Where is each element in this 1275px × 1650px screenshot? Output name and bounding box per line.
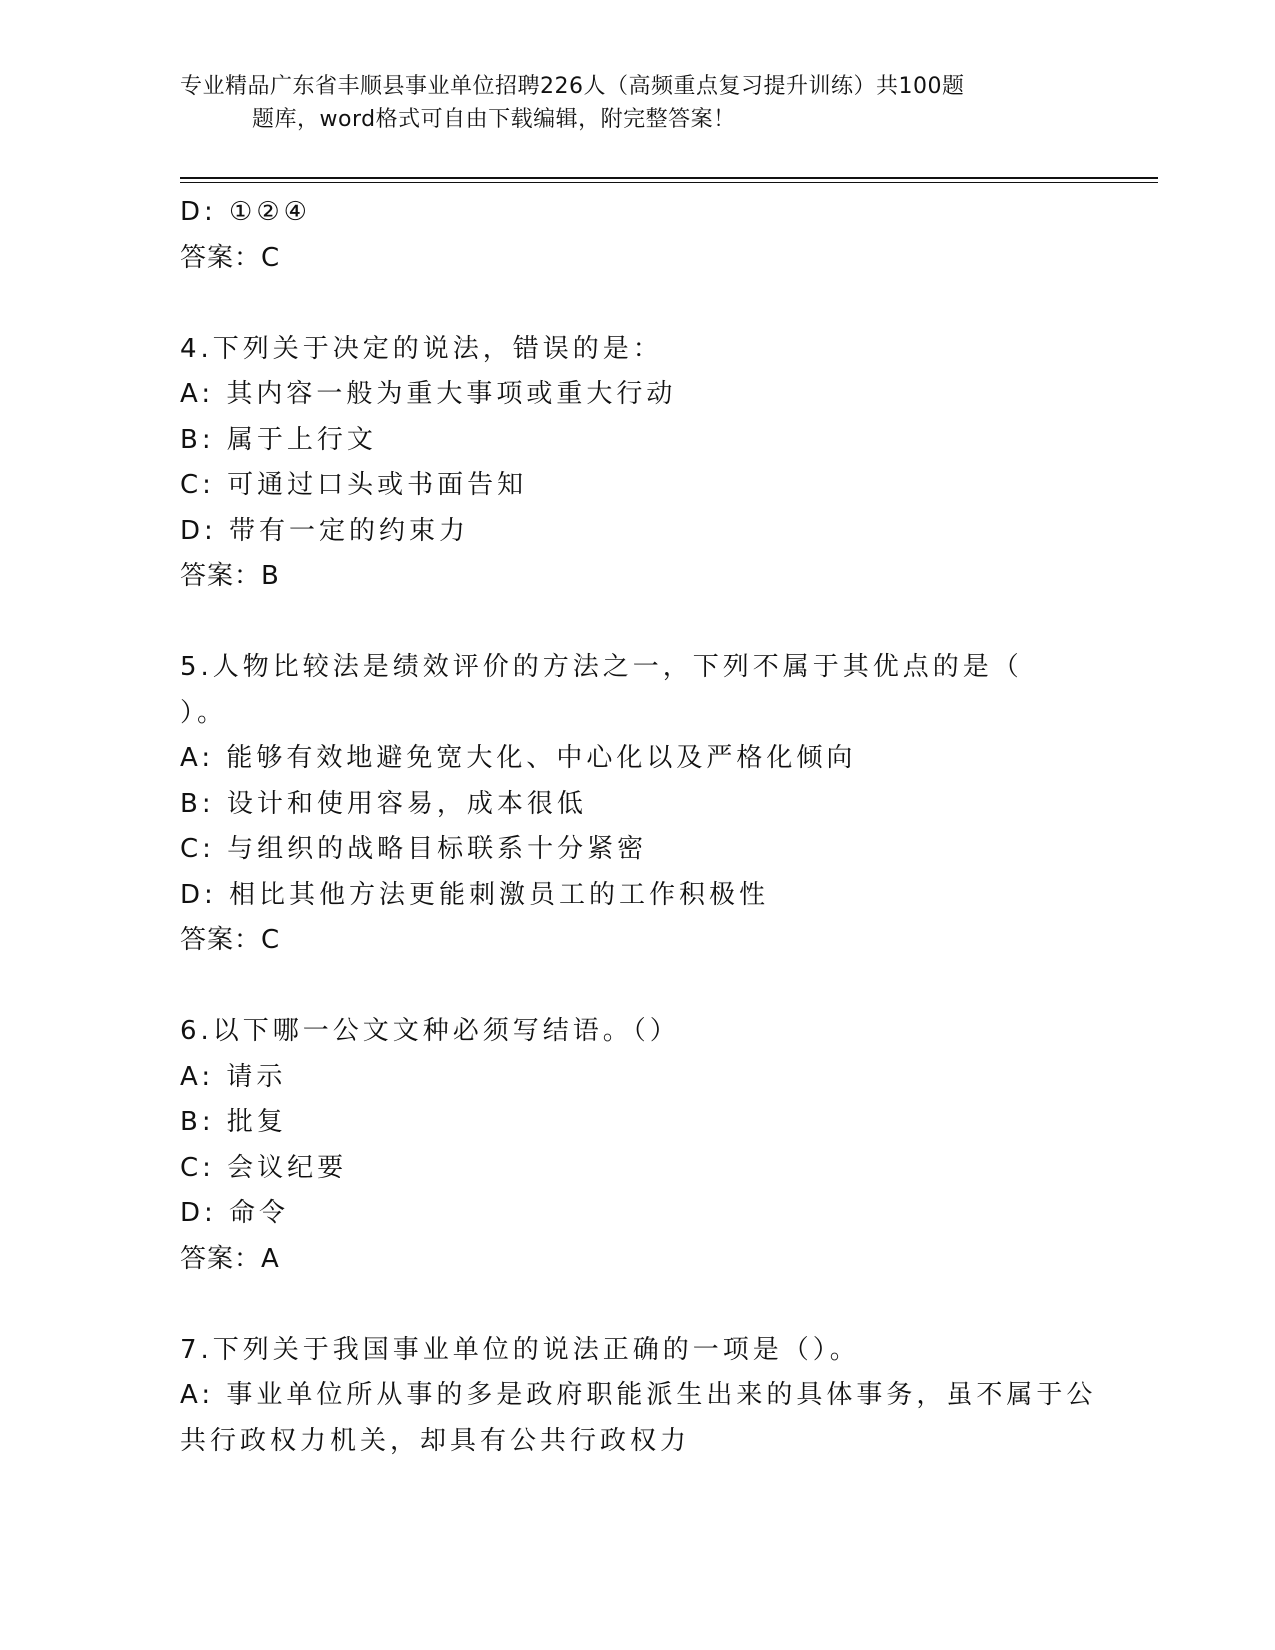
q6-option-b: B: 批复 [180,1107,287,1137]
page-header [180,70,1060,136]
q5-stem-line-1: 5.人物比较法是绩效评价的方法之一，下列不属于其优点的是（ [180,652,1023,682]
q5-option-b: B: 设计和使用容易，成本很低 [180,788,587,819]
q4-option-a: A: 其内容一般为重大事项或重大行动 [180,379,677,409]
q5-option-c: C: 与组织的战略目标联系十分紧密 [180,834,648,864]
q4-answer: 答案：B [180,561,280,591]
q5-stem-line-2: ）。 [180,697,228,728]
question-list [180,190,1097,1464]
q7-stem: 7.下列关于我国事业单位的说法正确的一项是（）。 [180,1334,860,1365]
q5-answer: 答案：C [180,925,281,955]
spacer [180,281,1080,327]
q6-option-d: D: 命令 [180,1198,290,1228]
header-title-line-1: 专业精品广东省丰顺县事业单位招聘226人（高频重点复习提升训练）共100题 [180,74,965,99]
q4-option-d: D: 带有一定的约束力 [180,515,470,546]
prev-option-d: D: ①②④ [180,197,311,227]
spacer [180,1282,1080,1328]
q4-stem: 4.下列关于决定的说法，错误的是： [180,333,663,364]
q5-option-d: D: 相比其他方法更能刺激员工的工作积极性 [180,879,770,910]
q5-option-a: A: 能够有效地避免宽大化、中心化以及严格化倾向 [180,743,857,773]
spacer [180,600,1080,646]
header-rule-thin [180,182,1158,183]
q7-option-a-line-2: 共行政权力机关，却具有公共行政权力 [180,1425,691,1456]
prev-answer: 答案：C [180,242,281,273]
spacer [180,964,1080,1010]
q6-answer: 答案：A [180,1243,280,1274]
q4-option-c: C: 可通过口头或书面告知 [180,470,528,500]
header-rule-thick [180,177,1158,179]
q7-option-a-line-1: A: 事业单位所从事的多是政府职能派生出来的具体事务，虽不属于公 [180,1380,1097,1410]
q6-option-a: A: 请示 [180,1061,287,1092]
q4-option-b: B: 属于上行文 [180,424,377,455]
header-title-line-2: 题库，word格式可自由下载编辑，附完整答案！ [252,107,736,132]
q6-stem: 6.以下哪一公文文种必须写结语。（） [180,1016,680,1046]
q6-option-c: C: 会议纪要 [180,1152,348,1183]
